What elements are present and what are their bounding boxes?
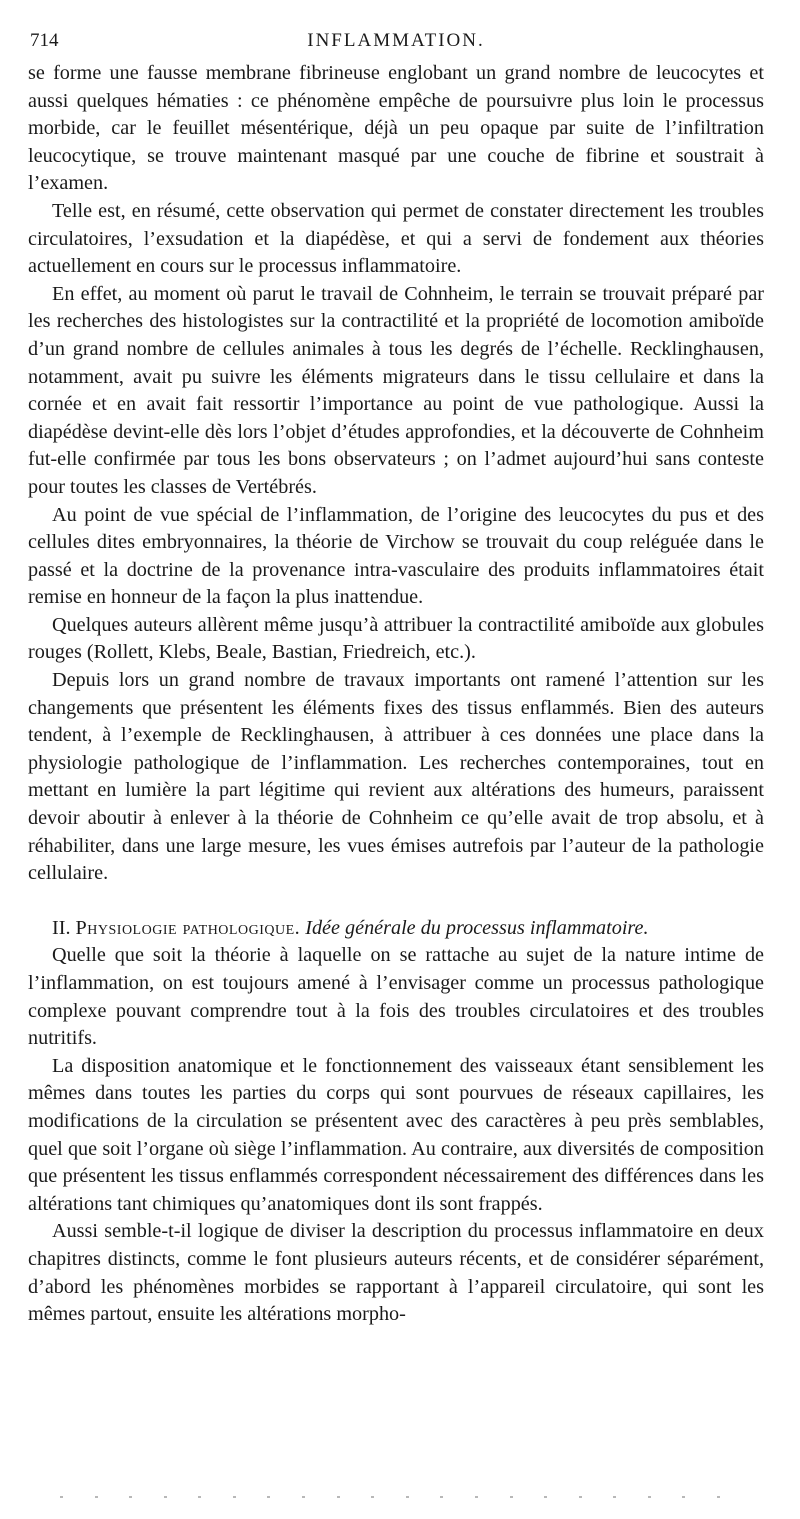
paragraph: Telle est, en résumé, cette observation qui permet de constater directement les troubles circulatoires, l’exsudation et la diapédèse, et qui a servi de fondement aux théories actuellement en cours sur le processus inflammatoire.	[28, 199, 764, 278]
print-bleed-marks	[60, 1496, 720, 1500]
section-heading	[28, 915, 764, 943]
section-subtitle: Idée générale du processus inflammatoire.	[305, 916, 649, 939]
section-physiologie	[28, 915, 764, 1329]
paragraph: Aussi semble-t-il logique de diviser la description du processus inflammatoire en deux chapitres distincts, comme le font plusieurs auteurs récents, et de considérer séparément, d’abord les phénomènes morbides se rapportant à l’appareil circulatoire, qui sont les mêmes partout, ensuite les altérations morpho-	[28, 1220, 764, 1326]
paragraph: En effet, au moment où parut le travail de Cohnheim, le terrain se trouvait préparé par les recherches des histologistes sur la contractilité et la propriété de locomotion amiboïde d’un grand nombre de cellules animales à tous les degrés de l’échelle. Recklinghausen, notamment, avait pu suivre les éléments migrateurs dans le tissu cellulaire et dans la cornée et en avait fait ressortir l’importance au point de vue pathologique. Aussi la diapédèse devint-elle dès lors l’objet d’études approfondies, et la découverte de Cohnheim fut-elle confirmée par tous les bons observateurs ; on l’admet aujourd’hui sans conteste pour toutes les classes de Vertébrés.	[28, 282, 764, 498]
paragraph: Quelle que soit la théorie à laquelle on se rattache au sujet de la nature intime de l’inflammation, on est toujours amené à l’envisager comme un processus pathologique complexe pouvant comprendre tout à la fois des troubles circulatoires et des troubles nutritifs.	[28, 944, 764, 1050]
section-title: Physiologie pathologique.	[75, 916, 301, 939]
running-title: INFLAMMATION.	[307, 30, 485, 51]
running-head	[28, 28, 764, 54]
paragraph: Depuis lors un grand nombre de travaux importants ont ramené l’attention sur les changements que présentent les éléments fixes des tissus enflammés. Bien des auteurs tendent, à l’exemple de Recklinghausen, à attribuer à ces données une place dans la physiologie pathologique de l’inflammation. Les recherches contemporaines, tout en mettant en lumière la part légitime qui revient aux altérations des humeurs, paraissent devoir aboutir à enlever à la théorie de Cohnheim ce qu’elle avait de trop absolu, et à réhabiliter, dans une large mesure, les vues émises autrefois par l’auteur de la pathologie cellulaire.	[28, 669, 764, 885]
paragraph-continuation: se forme une fausse membrane fibrineuse englobant un grand nombre de leucocytes et aussi quelques hématies : ce phénomène empêche de poursuivre plus loin le processus morbide, car le feuillet mésentérique, déjà un peu opaque par suite de l’infiltration leucocytique, se trouve maintenant masqué par une couche de fibrine et soustrait à l’examen.	[28, 62, 764, 195]
paragraph: Au point de vue spécial de l’inflammation, de l’origine des leucocytes du pus et des cellules dites embryonnaires, la théorie de Virchow se trouvait du coup reléguée dans le passé et la doctrine de la provenance intra-vasculaire des produits inflammatoires était remise en honneur de la façon la plus inattendue.	[28, 503, 764, 609]
paragraph: La disposition anatomique et le fonctionnement des vaisseaux étant sensiblement les mêmes dans toutes les parties du corps qui sont pourvues de réseaux capillaires, les modifications de la circulation se présentent avec des caractères à peu près semblables, quel que soit l’organe où siège l’inflammation. Au contraire, aux diversités de composition que présentent les tissus enflammés correspondent nécessairement des différences dans les altérations tant chimiques qu’anatomiques dont ils sont frappés.	[28, 1054, 764, 1215]
book-page	[28, 28, 764, 1329]
paragraph: Quelques auteurs allèrent même jusqu’à attribuer la contractilité amiboïde aux globules rouges (Rollett, Klebs, Beale, Bastian, Friedreich, etc.).	[28, 613, 764, 664]
page-number: 714	[30, 30, 59, 51]
section-number: II.	[52, 916, 71, 939]
